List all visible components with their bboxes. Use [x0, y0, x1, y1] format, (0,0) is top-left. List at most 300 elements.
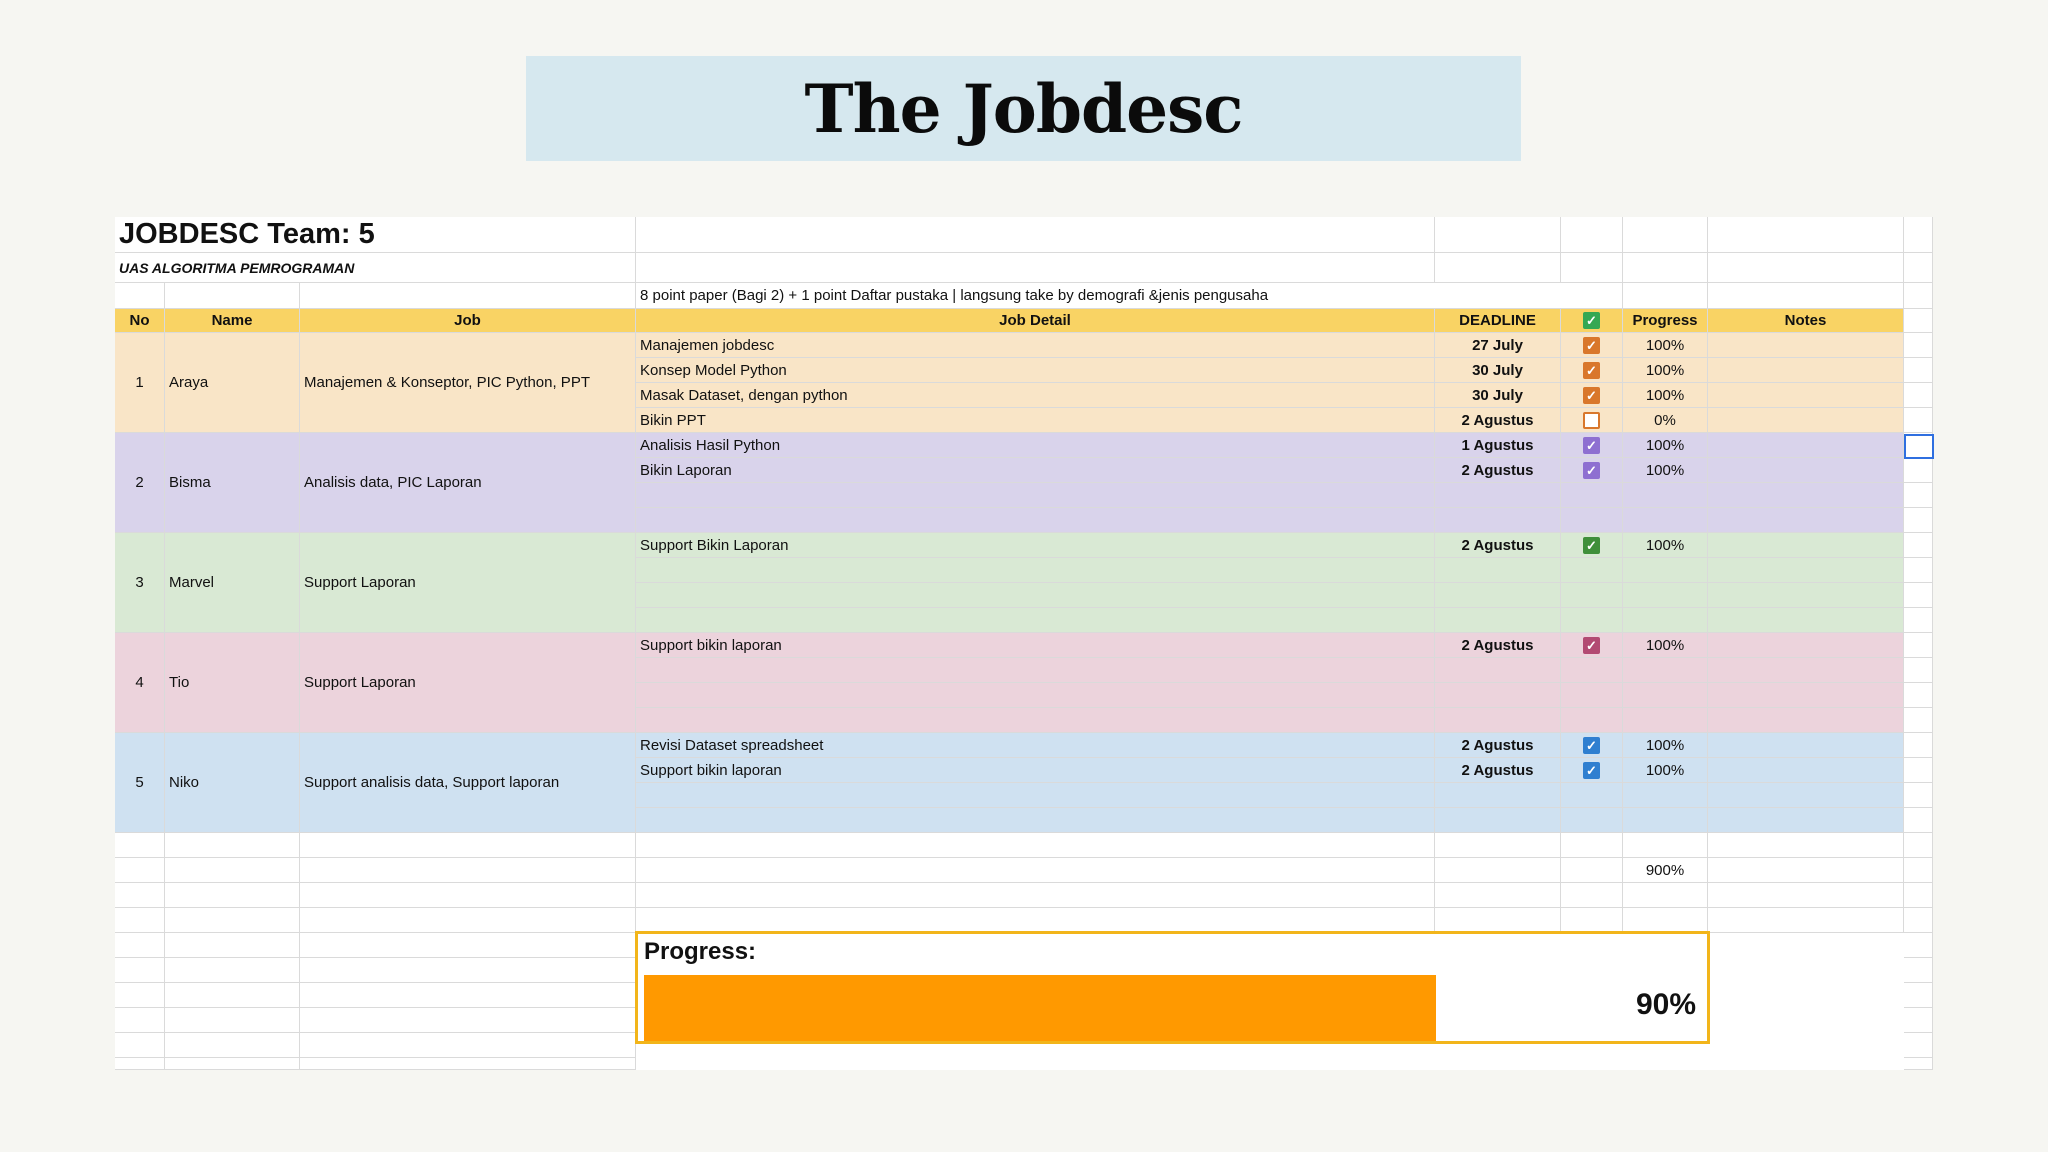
empty-cell[interactable] — [300, 1033, 636, 1058]
total-progress[interactable] — [1623, 858, 1708, 883]
empty-cell[interactable] — [636, 783, 1435, 808]
empty-cell[interactable] — [300, 983, 636, 1008]
empty-cell[interactable] — [1904, 1033, 1933, 1058]
member-no-text: 2 — [135, 474, 144, 491]
task-notes[interactable] — [1708, 508, 1904, 533]
task-deadline-text: 30 July — [1472, 386, 1523, 404]
empty-cell[interactable] — [115, 883, 165, 908]
header-notes[interactable] — [1708, 309, 1904, 333]
empty-cell[interactable] — [300, 833, 636, 858]
subtitle[interactable] — [115, 253, 636, 283]
member-no-text: 5 — [135, 774, 144, 791]
task-checkbox-checked[interactable]: ✓ — [1583, 637, 1600, 654]
empty-cell[interactable] — [1623, 908, 1708, 933]
task-detail[interactable] — [636, 733, 1435, 758]
empty-cell[interactable] — [1435, 217, 1561, 253]
task-detail-text: Analisis Hasil Python — [640, 436, 781, 454]
task-notes[interactable] — [1708, 583, 1904, 608]
task-notes[interactable] — [1708, 608, 1904, 633]
empty-cell[interactable] — [300, 858, 636, 883]
empty-cell[interactable] — [1708, 833, 1904, 858]
task-notes[interactable] — [1708, 358, 1904, 383]
empty-cell[interactable] — [165, 983, 300, 1008]
task-detail[interactable] — [636, 408, 1435, 433]
empty-cell[interactable] — [636, 608, 1435, 633]
header-job-text: Job — [454, 312, 481, 329]
cell-selection-indicator[interactable] — [1904, 434, 1934, 459]
header-deadline[interactable] — [1435, 309, 1561, 333]
team-title-text: JOBDESC Team: 5 — [119, 218, 375, 250]
empty-cell[interactable] — [1435, 558, 1561, 583]
member-name-text: Marvel — [169, 574, 215, 591]
task-deadline[interactable] — [1435, 383, 1561, 408]
member-name[interactable] — [165, 633, 300, 733]
task-detail-text: Bikin PPT — [640, 411, 706, 429]
header-no[interactable] — [115, 309, 165, 333]
task-notes[interactable] — [1708, 808, 1904, 833]
member-name-text: Araya — [169, 374, 209, 391]
empty-cell[interactable] — [1904, 933, 1933, 958]
empty-cell[interactable] — [1435, 783, 1561, 808]
empty-cell[interactable] — [115, 958, 165, 983]
task-detail-text: Masak Dataset, dengan python — [640, 386, 848, 404]
empty-cell[interactable] — [1904, 983, 1933, 1008]
task-checkbox-checked[interactable]: ✓ — [1583, 737, 1600, 754]
task-deadline[interactable] — [1435, 333, 1561, 358]
task-checkbox-checked[interactable]: ✓ — [1583, 762, 1600, 779]
member-name-text: Bisma — [169, 474, 211, 491]
task-checkbox-checked[interactable]: ✓ — [1583, 437, 1600, 454]
empty-cell[interactable] — [636, 808, 1435, 833]
empty-cell[interactable] — [1435, 883, 1561, 908]
task-check-cell[interactable] — [1561, 358, 1623, 383]
empty-cell[interactable] — [165, 958, 300, 983]
header-progress[interactable] — [1623, 309, 1708, 333]
task-check-cell[interactable] — [1561, 433, 1623, 458]
task-deadline[interactable] — [1435, 408, 1561, 433]
empty-cell[interactable] — [115, 283, 165, 309]
task-progress-text: 100% — [1645, 636, 1685, 654]
member-no-text: 3 — [135, 574, 144, 591]
task-progress-text: 100% — [1645, 736, 1685, 754]
member-name[interactable] — [165, 333, 300, 433]
empty-cell[interactable] — [1435, 508, 1561, 533]
empty-cell[interactable] — [1561, 483, 1623, 508]
task-notes[interactable] — [1708, 733, 1904, 758]
task-detail[interactable] — [636, 433, 1435, 458]
task-deadline[interactable] — [1435, 358, 1561, 383]
task-progress[interactable] — [1623, 333, 1708, 358]
task-deadline-text: 2 Agustus — [1461, 461, 1534, 479]
task-deadline-text: 27 July — [1472, 336, 1523, 354]
empty-cell[interactable] — [1435, 583, 1561, 608]
task-detail-text: Support Bikin Laporan — [640, 536, 789, 554]
empty-cell[interactable] — [300, 1008, 636, 1033]
empty-cell[interactable] — [1561, 558, 1623, 583]
empty-cell[interactable] — [1904, 483, 1933, 508]
empty-cell[interactable] — [1708, 858, 1904, 883]
task-progress-text: 100% — [1645, 761, 1685, 779]
empty-cell[interactable] — [1708, 908, 1904, 933]
task-check-cell[interactable] — [1561, 758, 1623, 783]
header-check-icon: ✓ — [1583, 312, 1600, 329]
empty-cell[interactable] — [1435, 908, 1561, 933]
empty-cell[interactable] — [1435, 683, 1561, 708]
empty-cell[interactable] — [165, 1033, 300, 1058]
empty-cell[interactable] — [636, 858, 1435, 883]
empty-cell[interactable] — [165, 933, 300, 958]
task-check-cell[interactable] — [1561, 333, 1623, 358]
empty-cell[interactable] — [1904, 309, 1933, 333]
empty-cell[interactable] — [1435, 708, 1561, 733]
task-notes[interactable] — [1708, 683, 1904, 708]
task-progress[interactable] — [1623, 458, 1708, 483]
empty-cell[interactable] — [165, 883, 300, 908]
task-progress[interactable] — [1623, 533, 1708, 558]
member-job[interactable] — [300, 333, 636, 433]
empty-cell[interactable] — [1623, 883, 1708, 908]
task-notes[interactable] — [1708, 758, 1904, 783]
empty-cell[interactable] — [300, 958, 636, 983]
empty-cell[interactable] — [300, 283, 636, 309]
task-detail[interactable] — [636, 458, 1435, 483]
empty-cell[interactable] — [115, 983, 165, 1008]
empty-cell[interactable] — [1708, 217, 1904, 253]
member-name-text: Tio — [169, 674, 190, 691]
empty-cell[interactable] — [1904, 217, 1933, 253]
empty-cell[interactable] — [1561, 583, 1623, 608]
empty-cell[interactable] — [1623, 808, 1708, 833]
empty-cell[interactable] — [1561, 608, 1623, 633]
task-detail-text: Support bikin laporan — [640, 761, 782, 779]
empty-cell[interactable] — [115, 858, 165, 883]
empty-cell[interactable] — [1623, 483, 1708, 508]
task-progress-text: 100% — [1645, 361, 1685, 379]
header-name-text: Name — [211, 312, 253, 329]
task-detail-text: Bikin Laporan — [640, 461, 732, 479]
empty-cell[interactable] — [636, 658, 1435, 683]
empty-cell[interactable] — [1623, 583, 1708, 608]
task-deadline-text: 2 Agustus — [1461, 411, 1534, 429]
task-notes[interactable] — [1708, 783, 1904, 808]
task-checkbox-checked[interactable]: ✓ — [1583, 337, 1600, 354]
member-no[interactable] — [115, 533, 165, 633]
empty-cell[interactable] — [1561, 683, 1623, 708]
task-notes[interactable] — [1708, 383, 1904, 408]
task-detail-text: Manajemen jobdesc — [640, 336, 775, 354]
task-notes[interactable] — [1708, 433, 1904, 458]
empty-cell[interactable] — [165, 858, 300, 883]
empty-cell[interactable] — [1623, 217, 1708, 253]
member-name[interactable] — [165, 733, 300, 833]
header-no-text: No — [129, 312, 150, 329]
empty-cell[interactable] — [636, 253, 1435, 283]
subtitle-text: UAS ALGORITMA PEMROGRAMAN — [119, 259, 355, 276]
task-deadline-text: 1 Agustus — [1461, 436, 1534, 454]
empty-cell[interactable] — [1561, 908, 1623, 933]
empty-cell[interactable] — [1904, 283, 1933, 309]
member-job-text: Support Laporan — [304, 574, 416, 591]
member-name[interactable] — [165, 433, 300, 533]
empty-cell[interactable] — [636, 508, 1435, 533]
task-check-cell[interactable] — [1561, 383, 1623, 408]
empty-cell[interactable] — [1561, 217, 1623, 253]
empty-cell[interactable] — [1561, 883, 1623, 908]
empty-cell[interactable] — [115, 1058, 165, 1070]
progress-label: Progress: — [644, 938, 757, 965]
member-no[interactable] — [115, 433, 165, 533]
empty-cell[interactable] — [1561, 708, 1623, 733]
member-no[interactable] — [115, 633, 165, 733]
member-job-text: Manajemen & Konseptor, PIC Python, PPT — [304, 374, 590, 391]
empty-cell[interactable] — [1623, 833, 1708, 858]
empty-cell[interactable] — [1904, 883, 1933, 908]
empty-cell[interactable] — [1904, 408, 1933, 433]
empty-cell[interactable] — [115, 1033, 165, 1058]
task-notes[interactable] — [1708, 633, 1904, 658]
task-deadline-text: 2 Agustus — [1461, 761, 1534, 779]
member-job[interactable] — [300, 433, 636, 533]
empty-cell[interactable] — [165, 833, 300, 858]
task-progress[interactable] — [1623, 433, 1708, 458]
progress-panel — [635, 931, 1710, 1044]
task-progress-text: 100% — [1645, 461, 1685, 479]
empty-cell[interactable] — [1904, 533, 1933, 558]
note-cell[interactable] — [636, 283, 1623, 309]
empty-cell[interactable] — [1623, 283, 1708, 309]
empty-cell[interactable] — [1904, 683, 1933, 708]
empty-cell[interactable] — [1623, 683, 1708, 708]
task-detail[interactable] — [636, 333, 1435, 358]
task-check-cell[interactable] — [1561, 533, 1623, 558]
empty-cell[interactable] — [165, 1058, 300, 1070]
empty-cell[interactable] — [115, 833, 165, 858]
empty-cell[interactable] — [1904, 558, 1933, 583]
member-name-text: Niko — [169, 774, 200, 791]
task-notes[interactable] — [1708, 333, 1904, 358]
header-job[interactable] — [300, 309, 636, 333]
member-job[interactable] — [300, 633, 636, 733]
empty-cell[interactable] — [1708, 253, 1904, 283]
empty-cell[interactable] — [1623, 608, 1708, 633]
task-deadline[interactable] — [1435, 633, 1561, 658]
task-deadline[interactable] — [1435, 733, 1561, 758]
task-progress[interactable] — [1623, 733, 1708, 758]
task-deadline-text: 2 Agustus — [1461, 736, 1534, 754]
empty-cell[interactable] — [115, 908, 165, 933]
empty-cell[interactable] — [1904, 783, 1933, 808]
empty-cell[interactable] — [1904, 908, 1933, 933]
task-deadline[interactable] — [1435, 433, 1561, 458]
empty-cell[interactable] — [636, 483, 1435, 508]
empty-cell[interactable] — [1904, 1008, 1933, 1033]
member-name[interactable] — [165, 533, 300, 633]
task-progress-text: 100% — [1645, 436, 1685, 454]
task-notes[interactable] — [1708, 708, 1904, 733]
member-no-text: 1 — [135, 374, 144, 391]
empty-cell[interactable] — [1904, 383, 1933, 408]
task-notes[interactable] — [1708, 483, 1904, 508]
empty-cell[interactable] — [1904, 758, 1933, 783]
empty-cell[interactable] — [1904, 583, 1933, 608]
header-check[interactable] — [1561, 309, 1623, 333]
task-progress-text: 0% — [1654, 411, 1676, 429]
empty-cell[interactable] — [1623, 508, 1708, 533]
task-detail[interactable] — [636, 383, 1435, 408]
empty-cell[interactable] — [1561, 658, 1623, 683]
empty-cell[interactable] — [1904, 633, 1933, 658]
task-deadline-text: 2 Agustus — [1461, 536, 1534, 554]
progress-percent: 90% — [1635, 988, 1697, 1021]
empty-cell[interactable] — [1904, 508, 1933, 533]
task-progress[interactable] — [1623, 358, 1708, 383]
task-progress[interactable] — [1623, 383, 1708, 408]
empty-cell[interactable] — [1623, 558, 1708, 583]
empty-cell[interactable] — [300, 883, 636, 908]
empty-cell[interactable] — [636, 883, 1435, 908]
task-detail[interactable] — [636, 533, 1435, 558]
progress-bar-track — [644, 975, 1524, 1041]
empty-cell[interactable] — [1904, 733, 1933, 758]
empty-cell[interactable] — [1561, 833, 1623, 858]
member-job-text: Support Laporan — [304, 674, 416, 691]
empty-cell[interactable] — [1435, 833, 1561, 858]
task-checkbox-unchecked[interactable] — [1583, 412, 1600, 429]
empty-cell[interactable] — [1561, 783, 1623, 808]
task-progress-text: 100% — [1645, 386, 1685, 404]
task-notes[interactable] — [1708, 408, 1904, 433]
task-deadline[interactable] — [1435, 458, 1561, 483]
task-check-cell[interactable] — [1561, 458, 1623, 483]
empty-cell[interactable] — [1623, 253, 1708, 283]
task-detail[interactable] — [636, 758, 1435, 783]
empty-cell[interactable] — [1904, 858, 1933, 883]
empty-cell[interactable] — [300, 908, 636, 933]
task-detail-text: Revisi Dataset spreadsheet — [640, 736, 824, 754]
empty-cell[interactable] — [1904, 808, 1933, 833]
task-progress-text: 100% — [1645, 336, 1685, 354]
note-cell-text: 8 point paper (Bagi 2) + 1 point Daftar pustaka | langsung take by demografi &jenis pengusaha — [640, 287, 1269, 304]
task-deadline-text: 2 Agustus — [1461, 636, 1534, 654]
task-detail-text: Support bikin laporan — [640, 636, 782, 654]
empty-cell[interactable] — [300, 1058, 636, 1070]
member-no[interactable] — [115, 733, 165, 833]
empty-cell[interactable] — [1435, 253, 1561, 283]
empty-cell[interactable] — [1623, 708, 1708, 733]
empty-cell[interactable] — [636, 708, 1435, 733]
member-no-text: 4 — [135, 674, 144, 691]
task-detail[interactable] — [636, 633, 1435, 658]
task-progress[interactable] — [1623, 758, 1708, 783]
empty-cell[interactable] — [636, 683, 1435, 708]
empty-cell[interactable] — [115, 933, 165, 958]
header-deadline-text: DEADLINE — [1459, 312, 1536, 329]
task-notes[interactable] — [1708, 658, 1904, 683]
empty-cell[interactable] — [1435, 483, 1561, 508]
member-job[interactable] — [300, 533, 636, 633]
member-job-text: Analisis data, PIC Laporan — [304, 474, 482, 491]
empty-cell[interactable] — [165, 283, 300, 309]
empty-cell[interactable] — [1561, 858, 1623, 883]
progress-bar-fill — [644, 975, 1436, 1041]
empty-cell[interactable] — [1904, 253, 1933, 283]
empty-cell[interactable] — [1435, 858, 1561, 883]
empty-cell[interactable] — [1904, 1058, 1933, 1070]
empty-cell[interactable] — [1904, 658, 1933, 683]
task-deadline-text: 30 July — [1472, 361, 1523, 379]
header-job-detail[interactable] — [636, 309, 1435, 333]
total-progress-text: 900% — [1645, 861, 1685, 879]
empty-cell[interactable] — [115, 1008, 165, 1033]
member-job-text: Support analisis data, Support laporan — [304, 774, 560, 791]
title-banner — [526, 56, 1521, 161]
empty-cell[interactable] — [1904, 958, 1933, 983]
empty-cell[interactable] — [636, 217, 1435, 253]
task-checkbox-checked[interactable]: ✓ — [1583, 387, 1600, 404]
task-checkbox-checked[interactable]: ✓ — [1583, 362, 1600, 379]
team-title[interactable] — [115, 217, 636, 253]
empty-cell[interactable] — [1561, 253, 1623, 283]
empty-cell[interactable] — [1623, 783, 1708, 808]
task-check-cell[interactable] — [1561, 733, 1623, 758]
task-progress-text: 100% — [1645, 536, 1685, 554]
member-no[interactable] — [115, 333, 165, 433]
task-notes[interactable] — [1708, 558, 1904, 583]
empty-cell[interactable] — [165, 1008, 300, 1033]
member-job[interactable] — [300, 733, 636, 833]
empty-cell[interactable] — [1904, 708, 1933, 733]
empty-cell[interactable] — [1708, 883, 1904, 908]
empty-cell[interactable] — [1904, 358, 1933, 383]
empty-cell[interactable] — [1904, 458, 1933, 483]
task-check-cell[interactable] — [1561, 408, 1623, 433]
task-progress[interactable] — [1623, 633, 1708, 658]
task-detail[interactable] — [636, 358, 1435, 383]
empty-cell[interactable] — [300, 933, 636, 958]
task-notes[interactable] — [1708, 458, 1904, 483]
empty-cell[interactable] — [165, 908, 300, 933]
task-deadline[interactable] — [1435, 758, 1561, 783]
header-progress-text: Progress — [1632, 312, 1698, 329]
task-checkbox-checked[interactable]: ✓ — [1583, 537, 1600, 554]
spreadsheet — [115, 217, 1933, 1070]
empty-cell[interactable] — [636, 558, 1435, 583]
empty-cell[interactable] — [1904, 608, 1933, 633]
task-checkbox-checked[interactable]: ✓ — [1583, 462, 1600, 479]
empty-cell[interactable] — [1708, 283, 1904, 309]
task-deadline[interactable] — [1435, 533, 1561, 558]
header-notes-text: Notes — [1784, 312, 1827, 329]
empty-cell[interactable] — [1561, 508, 1623, 533]
empty-cell[interactable] — [1561, 808, 1623, 833]
header-name[interactable] — [165, 309, 300, 333]
empty-cell[interactable] — [1435, 658, 1561, 683]
empty-cell[interactable] — [636, 833, 1435, 858]
page-title: The Jobdesc — [804, 69, 1243, 148]
empty-cell[interactable] — [1435, 608, 1561, 633]
empty-cell[interactable] — [1904, 333, 1933, 358]
empty-cell[interactable] — [636, 583, 1435, 608]
task-progress[interactable] — [1623, 408, 1708, 433]
task-detail-text: Konsep Model Python — [640, 361, 787, 379]
task-check-cell[interactable] — [1561, 633, 1623, 658]
header-job-detail-text: Job Detail — [999, 312, 1071, 329]
empty-cell[interactable] — [1435, 808, 1561, 833]
task-notes[interactable] — [1708, 533, 1904, 558]
empty-cell[interactable] — [1904, 833, 1933, 858]
empty-cell[interactable] — [1623, 658, 1708, 683]
empty-cell[interactable] — [636, 908, 1435, 933]
